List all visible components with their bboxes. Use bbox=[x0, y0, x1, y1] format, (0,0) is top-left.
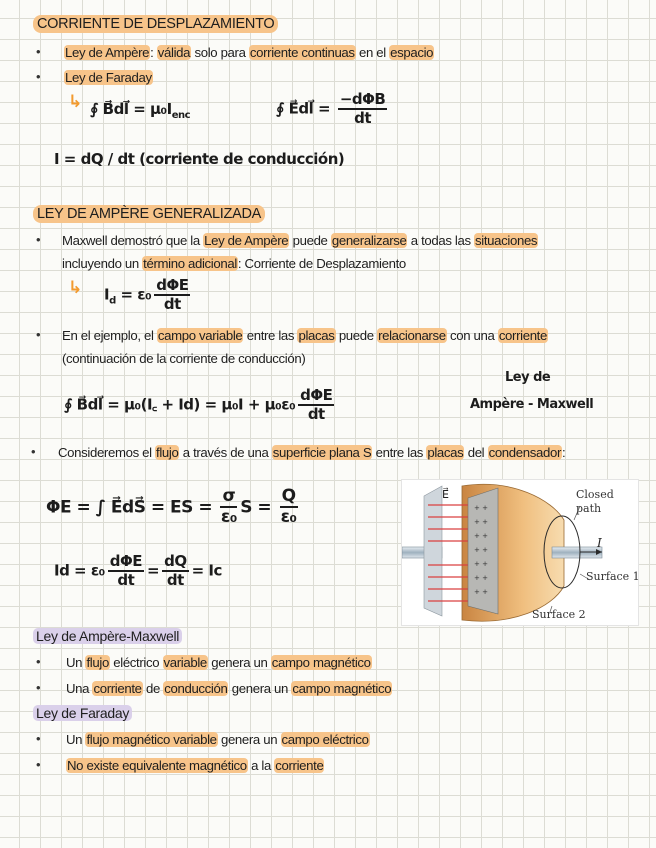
note-ley-de: Ley de bbox=[505, 370, 551, 385]
bullet: • bbox=[36, 327, 41, 342]
figure-label-closed-path: Closed path bbox=[576, 488, 614, 515]
text: eléctrico bbox=[109, 655, 163, 670]
bullet-current-generates-field bbox=[66, 681, 392, 696]
hl-valida: válida bbox=[157, 45, 191, 60]
figure-label-surface2: Surface 2 bbox=[532, 608, 586, 621]
numerator: dΦE bbox=[300, 386, 333, 404]
arrow-icon: ↳ bbox=[68, 92, 83, 112]
svg-text:+ +: + + bbox=[474, 574, 488, 582]
svg-text:+ +: + + bbox=[474, 560, 488, 568]
eq-text: = Ic bbox=[191, 561, 222, 580]
bullet-flux-surface bbox=[58, 445, 565, 460]
section-title-ampere-maxwell: Ley de Ampère-Maxwell bbox=[33, 628, 182, 644]
fraction bbox=[280, 488, 298, 527]
bullet: • bbox=[36, 69, 41, 84]
bullet: • bbox=[36, 654, 41, 669]
hl-no-existe: No existe equivalente magnético bbox=[67, 758, 247, 773]
section-title-corriente-desplazamiento: CORRIENTE DE DESPLAZAMIENTO bbox=[33, 15, 278, 33]
hl-campo-magnetico: campo magnético bbox=[271, 655, 371, 670]
bullet-maxwell-line2 bbox=[62, 256, 406, 271]
numerator: σ bbox=[222, 486, 236, 506]
bullet-ampere-validity bbox=[64, 45, 434, 60]
svg-text:+ +: + + bbox=[474, 546, 488, 554]
text: En el ejemplo, el bbox=[62, 328, 157, 343]
note-ampere-maxwell: Ampère - Maxwell bbox=[470, 397, 594, 412]
hl-ley-faraday: Ley de Faraday bbox=[65, 70, 152, 85]
hl-placas: placas bbox=[427, 445, 464, 460]
text: incluyendo un bbox=[62, 256, 143, 271]
svg-text:+ +: + + bbox=[474, 504, 488, 512]
eq-text: Id = ε₀ bbox=[54, 561, 105, 580]
hl-situaciones: situaciones bbox=[475, 233, 538, 248]
denominator: ε₀ bbox=[220, 506, 237, 527]
text: de bbox=[142, 681, 164, 696]
bullet-flux-generates-field bbox=[66, 655, 372, 670]
denominator: ε₀ bbox=[280, 506, 297, 527]
hl-relacionarse: relacionarse bbox=[378, 328, 446, 343]
text: puede bbox=[335, 328, 378, 343]
hl-corriente-continuas: corriente continuas bbox=[249, 45, 355, 60]
hl-condensador: condensador bbox=[488, 445, 561, 460]
equation-displacement-current bbox=[104, 278, 193, 312]
hl-corriente: corriente bbox=[275, 758, 324, 773]
hl-superficie-plana: superficie plana S bbox=[272, 445, 372, 460]
capacitor-figure bbox=[401, 479, 639, 626]
numerator: dQ bbox=[164, 552, 187, 570]
hl-espacio: espacio bbox=[390, 45, 434, 60]
hl-corriente: corriente bbox=[498, 328, 547, 343]
equation-conduction-current: I = dQ / dt (corriente de conducción) bbox=[54, 150, 345, 168]
hl-variable: variable bbox=[163, 655, 207, 670]
text: Consideremos el bbox=[58, 445, 156, 460]
figure-label-E: E⃗ bbox=[442, 488, 449, 501]
numerator: −dΦB bbox=[339, 90, 386, 108]
eq-sub: d bbox=[109, 295, 116, 307]
bullet: • bbox=[36, 232, 41, 247]
text: Un bbox=[66, 732, 86, 747]
text: en el bbox=[355, 45, 390, 60]
svg-text:+ +: + + bbox=[474, 532, 488, 540]
text: genera un bbox=[228, 681, 292, 696]
eq-text: I bbox=[104, 285, 110, 304]
equation-ampere-maxwell bbox=[64, 388, 337, 422]
hl-campo-variable: campo variable bbox=[157, 328, 243, 343]
equation-id-equals-ic bbox=[54, 554, 222, 588]
bullet-magnetic-flux-generates-e bbox=[66, 732, 370, 747]
text: Un bbox=[66, 655, 86, 670]
text: : bbox=[150, 45, 157, 60]
text: a la bbox=[247, 758, 275, 773]
hl-placas: placas bbox=[298, 328, 335, 343]
bullet: • bbox=[36, 44, 41, 59]
text: entre las bbox=[372, 445, 427, 460]
text: solo para bbox=[191, 45, 249, 60]
fraction bbox=[162, 554, 189, 588]
bullet: • bbox=[36, 680, 41, 695]
fraction bbox=[220, 488, 237, 527]
bullet: • bbox=[36, 757, 41, 772]
equation-faraday bbox=[276, 92, 390, 126]
denominator: dt bbox=[307, 404, 325, 423]
text: (continuación de la corriente de conducción) bbox=[62, 351, 306, 366]
text: : bbox=[561, 445, 566, 460]
equation-ampere bbox=[90, 100, 190, 121]
text: Una bbox=[66, 681, 93, 696]
hl-termino-adicional: término adicional bbox=[143, 256, 237, 271]
denominator: dt bbox=[163, 294, 181, 313]
text: genera un bbox=[207, 655, 271, 670]
svg-text:+ +: + + bbox=[474, 588, 488, 596]
denominator: dt bbox=[354, 108, 372, 127]
text: Maxwell demostró que la bbox=[62, 233, 204, 248]
bullet-example-line1 bbox=[62, 328, 548, 343]
hl-campo-electrico: campo eléctrico bbox=[281, 732, 369, 747]
eq-sub: enc bbox=[171, 110, 191, 121]
bullet-faraday bbox=[64, 70, 153, 85]
text: del bbox=[464, 445, 488, 460]
bullet-maxwell-line1 bbox=[62, 233, 538, 248]
hl-corriente: corriente bbox=[93, 681, 142, 696]
hl-flujo-magnetico-variable: flujo magnético variable bbox=[86, 732, 217, 747]
equation-electric-flux bbox=[46, 488, 301, 527]
eq-text: ∮ B⃗dl⃗ = μ₀I bbox=[90, 100, 172, 118]
hl-conduccion: conducción bbox=[164, 681, 228, 696]
fraction bbox=[108, 554, 144, 588]
bullet-example-line2 bbox=[62, 351, 305, 366]
fraction bbox=[298, 388, 334, 422]
hl-flujo: flujo bbox=[86, 655, 109, 670]
numerator: dΦE bbox=[109, 552, 143, 570]
section-title-faraday: Ley de Faraday bbox=[33, 705, 132, 721]
eq-text: = bbox=[147, 561, 160, 580]
hl-generalizarse: generalizarse bbox=[331, 233, 407, 248]
denominator: dt bbox=[166, 570, 184, 589]
arrow-icon: ↳ bbox=[68, 278, 83, 298]
fraction bbox=[338, 92, 388, 126]
text: a través de una bbox=[179, 445, 272, 460]
text: entre las bbox=[243, 328, 298, 343]
bullet-no-magnetic-equivalent bbox=[66, 758, 324, 773]
text: con una bbox=[446, 328, 498, 343]
section-title-ampere-generalizada: LEY DE AMPÈRE GENERALIZADA bbox=[33, 205, 265, 223]
fraction bbox=[154, 278, 190, 312]
eq-text: = ε₀ bbox=[115, 285, 152, 304]
hl-campo-magnetico: campo magnético bbox=[292, 681, 392, 696]
text: : Corriente de Desplazamiento bbox=[237, 256, 406, 271]
numerator: dΦE bbox=[156, 276, 189, 294]
bullet: • bbox=[31, 444, 36, 459]
denominator: dt bbox=[117, 570, 135, 589]
figure-label-current: I bbox=[597, 536, 602, 550]
hl-ley-ampere: Ley de Ampère bbox=[65, 45, 150, 60]
eq-text: ΦE = ∫ E⃗dS⃗ = ES = bbox=[46, 497, 218, 518]
eq-text: ∮ B⃗dl⃗ = μ₀(I꜀ + Id) = μ₀I + μ₀ε₀ bbox=[64, 395, 296, 414]
hl-ley-ampere: Ley de Ampère bbox=[204, 233, 289, 248]
figure-label-surface1: Surface 1 bbox=[586, 570, 640, 583]
text: genera un bbox=[217, 732, 281, 747]
text: a todas las bbox=[407, 233, 475, 248]
svg-text:+ +: + + bbox=[474, 518, 488, 526]
hl-flujo: flujo bbox=[156, 445, 179, 460]
eq-text: ∮ E⃗dl⃗ = bbox=[276, 99, 335, 118]
text: puede bbox=[289, 233, 331, 248]
numerator: Q bbox=[281, 486, 296, 506]
eq-text: S = bbox=[240, 497, 277, 518]
bullet: • bbox=[36, 731, 41, 746]
